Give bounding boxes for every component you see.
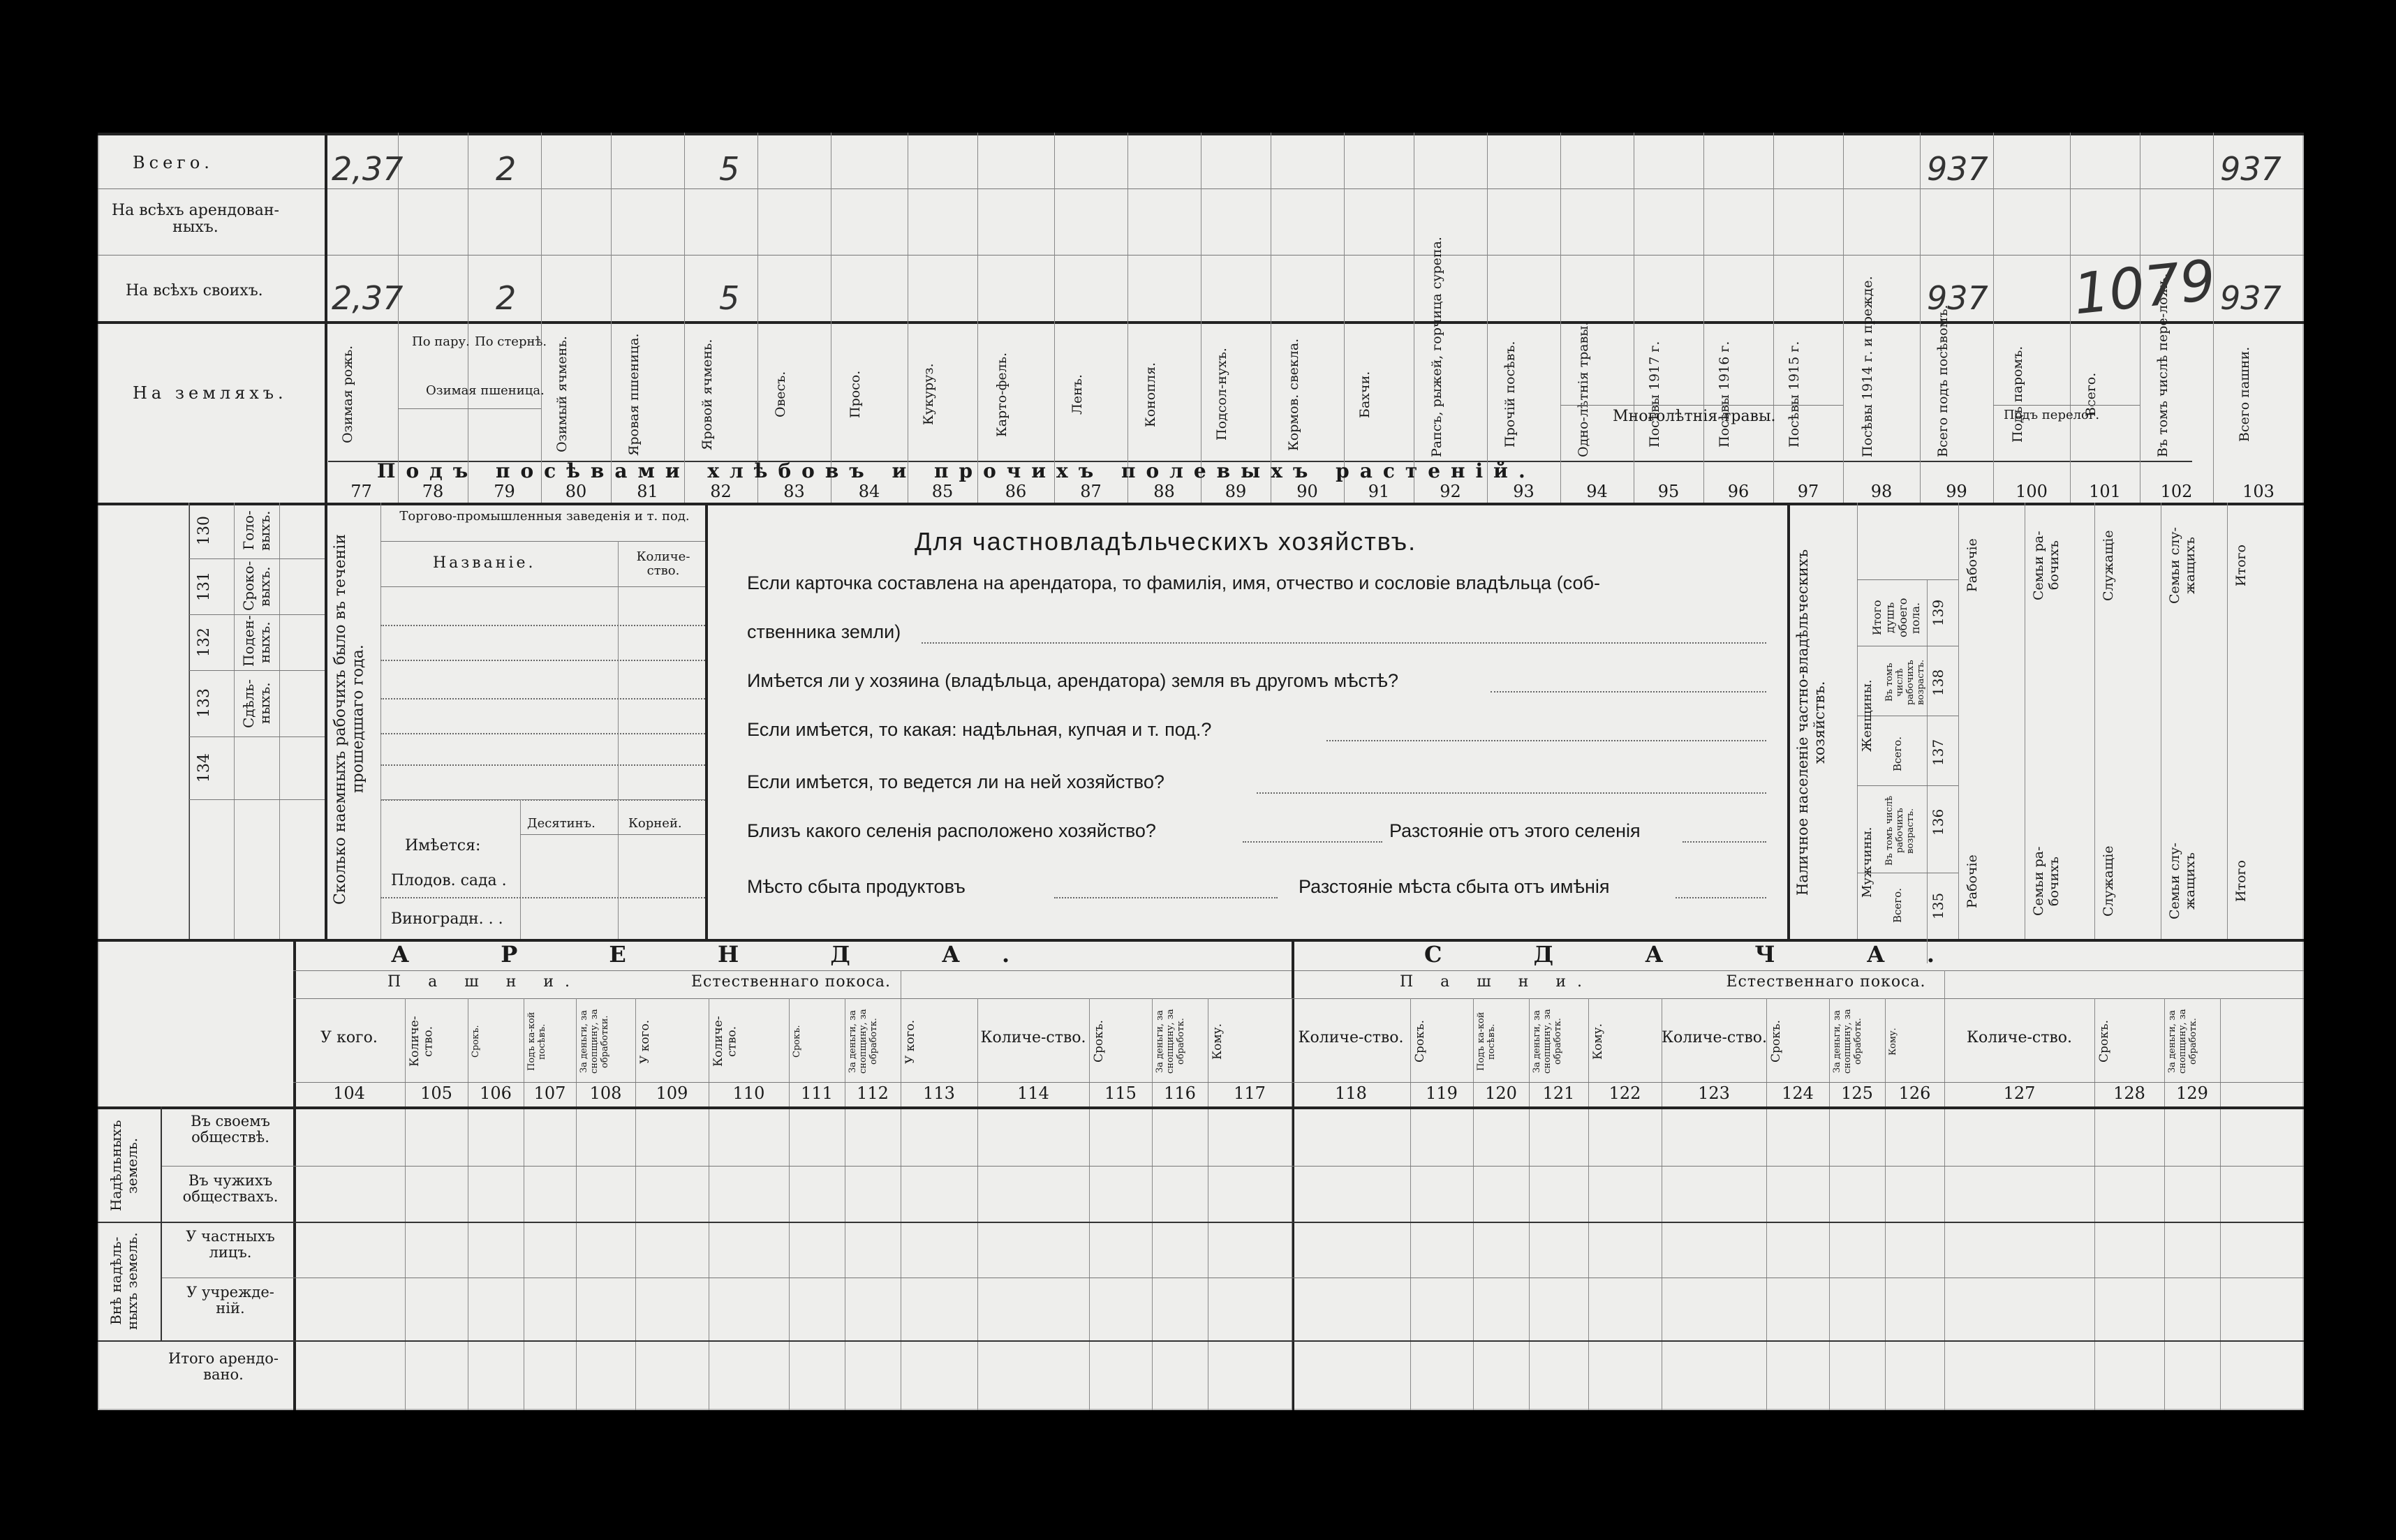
rule-line <box>98 1340 2304 1342</box>
livestock-num: 131 <box>195 572 213 601</box>
handwritten-value: 2 <box>496 150 517 188</box>
arenda-col-number: 120 <box>1485 1083 1517 1103</box>
crop-header: Кормов. свекла. <box>1285 338 1301 451</box>
handwritten-value: 5 <box>719 279 740 317</box>
rule-line <box>1529 998 1530 1410</box>
col-number: 88 <box>1153 482 1175 501</box>
pop-vsego: Всего. <box>1891 888 1904 924</box>
crop-header: Прочiй посѣвъ. <box>1502 341 1518 448</box>
rule-line <box>380 733 705 734</box>
row-label-arend: На всѣхъ арендован- ныхъ. <box>112 202 279 237</box>
pop-men: Мужчины. <box>1860 827 1874 898</box>
workers-right-bot: Семьи слу-жащихъ <box>2167 843 2198 920</box>
rule-line <box>1787 503 1790 939</box>
workers-right-top: Итого <box>2233 545 2249 586</box>
crop-header: Подсол-нухъ. <box>1214 348 1229 441</box>
rule-line <box>618 799 619 939</box>
handwritten-value: 5 <box>719 150 740 188</box>
arenda-col-number: 127 <box>2003 1083 2036 1103</box>
rule-line <box>188 558 325 559</box>
rule-line <box>977 133 978 503</box>
private-q5b: Разстоянiе отъ этого селенiя <box>1389 820 1641 841</box>
arenda-col-number: 110 <box>732 1083 765 1103</box>
crop-header: Овесъ. <box>772 371 788 418</box>
rule-line <box>1958 503 1959 939</box>
rule-line <box>380 586 705 587</box>
arenda-group: П а ш н и. <box>387 973 582 991</box>
livestock-label: Голо- выхъ. <box>240 510 273 551</box>
rule-line <box>684 133 685 503</box>
arenda-col-number: 124 <box>1782 1083 1814 1103</box>
group-vne: Внѣ надѣль-ныхъ земель. <box>108 1232 140 1330</box>
arenda-col-header: Срокъ. <box>1092 1020 1106 1063</box>
arenda-col-header: Кому. <box>1591 1023 1605 1060</box>
workers-right-bot: Служащiе <box>2101 845 2116 917</box>
workers-right-bot: Рабочiе <box>1965 854 1980 908</box>
rule-line <box>380 625 705 626</box>
arenda-col-header: За деньги, за снопщину, за обработк. <box>1155 1009 1186 1074</box>
col-number: 87 <box>1080 482 1102 501</box>
arenda-col-header: За деньги, за снопщину, за обработк. <box>1532 1009 1563 1074</box>
rule-line <box>1560 133 1561 503</box>
arenda-col-header: Количе-ство. <box>711 1016 739 1067</box>
livestock-num: 132 <box>195 628 213 657</box>
rule-line <box>757 133 758 503</box>
arenda-col-number: 111 <box>801 1083 833 1103</box>
pop-vsego: Всего. <box>1891 736 1904 771</box>
crop-header: Конопля. <box>1142 362 1158 427</box>
col-number: 95 <box>1657 482 1680 501</box>
livestock-num: 133 <box>195 688 213 718</box>
arenda-col-header: Кому. <box>1211 1023 1225 1060</box>
crop-header: Рапсъ, рыжей, горчица сурепа. <box>1428 237 1444 457</box>
rule-line <box>1993 405 2140 406</box>
handwritten-value: 2,37 <box>332 279 404 317</box>
rule-line <box>234 503 235 939</box>
col-number: 89 <box>1225 482 1247 501</box>
rule-line <box>1054 133 1055 503</box>
private-question: Если имѣется, то какая: надѣльная, купчая и т. под.? <box>747 719 1212 740</box>
rule-line <box>380 897 705 898</box>
rule-line <box>2220 998 2221 1410</box>
rule-line <box>1588 998 1589 1410</box>
census-card <box>98 133 2304 1410</box>
arenda-banner: А Р Е Н Д А. <box>391 941 1052 968</box>
arenda-col-number: 112 <box>857 1083 889 1103</box>
population-label: Наличное населенiе частно-владѣльческихъ хозяйствъ. <box>1794 549 1828 896</box>
rule-line <box>161 1166 2304 1167</box>
col-number: 102 <box>2160 482 2193 501</box>
arenda-col-header: У кого. <box>903 1019 917 1064</box>
rule-line <box>2164 998 2165 1410</box>
arenda-row-label: Въ чужихъ обществахъ. <box>182 1172 279 1206</box>
handwritten-value: 937 <box>2220 150 2282 188</box>
crop-header: Озимая рожь. <box>339 345 355 444</box>
private-question: Имѣется ли у хозяина (владѣльца, арендатора) земля въ другомъ мѣстѣ? <box>747 670 1398 691</box>
col-number: 99 <box>1946 482 1967 501</box>
crop-header: Посѣвы 1916 г. <box>1717 341 1732 448</box>
rule-line <box>325 133 327 503</box>
crop-header: Одно-лѣтнiя травы. <box>1575 321 1591 457</box>
col-number: 80 <box>565 482 587 501</box>
arenda-col-header: Срокъ. <box>2097 1020 2111 1063</box>
pop-num: 135 <box>1930 892 1946 919</box>
arenda-row-label: У учрежде-нiй. <box>186 1284 274 1317</box>
pop-itogo: Итого душъ обоего пола. <box>1870 598 1923 638</box>
arenda-group: Естественнаго покоса. <box>691 973 892 991</box>
crop-header: Кукуруз. <box>921 363 936 426</box>
trade-name: Названiе. <box>433 554 536 572</box>
stamp-number: 1079 <box>2070 247 2219 327</box>
rule-line <box>1773 133 1774 503</box>
workers-right-bot: Итого <box>2233 860 2249 903</box>
wheat-po-sterne: По стернѣ. <box>475 334 547 349</box>
arenda-col-number: 123 <box>1698 1083 1730 1103</box>
rule-line <box>1683 841 1766 843</box>
rule-line <box>293 998 2304 999</box>
col-number: 81 <box>637 482 658 501</box>
rule-line <box>541 133 542 503</box>
wheat-label: Озимая пшеница. <box>426 383 545 398</box>
trade-korn: Корней. <box>628 816 682 831</box>
crop-header: Въ томъ числѣ пере-ложь. <box>2154 273 2171 457</box>
rule-line <box>1089 998 1090 1410</box>
handwritten-value: 937 <box>2220 279 2282 317</box>
rule-line <box>1487 133 1488 503</box>
col-number: 97 <box>1797 482 1819 501</box>
rule-line <box>380 660 705 661</box>
arenda-col-header: У кого. <box>638 1019 652 1064</box>
rule-line <box>1257 792 1766 794</box>
crop-header: Яровая пшеница. <box>626 333 642 456</box>
rule-line <box>576 998 577 1410</box>
arenda-col-header: Количе-ство. <box>1966 1029 2073 1046</box>
crop-header: Посѣвы 1917 г. <box>1647 341 1662 448</box>
rule-line <box>2070 133 2071 503</box>
workers-right-top: Семьи слу-жащихъ <box>2167 527 2198 604</box>
rule-line <box>98 1106 2304 1109</box>
rule-line <box>1993 133 1994 503</box>
arenda-col-header: За деньги, за снопщину, за обработк. <box>2167 1009 2198 1074</box>
arenda-col-header: Количе-ство. <box>1298 1029 1404 1046</box>
rule-line <box>1927 579 1928 963</box>
rule-line <box>705 503 708 939</box>
arenda-col-number: 106 <box>480 1083 512 1103</box>
rule-line <box>1843 133 1844 503</box>
rule-line <box>1491 691 1766 693</box>
arenda-col-header: За деньги, за снопщину, за обработк. <box>848 1009 879 1074</box>
pop-vtom: Въ томъ числѣ рабочихъ возрастъ. <box>1884 795 1916 866</box>
arenda-col-number: 121 <box>1542 1083 1575 1103</box>
arenda-col-header: Срокъ. <box>471 1025 481 1058</box>
rule-line <box>2094 503 2095 939</box>
rule-line <box>98 1222 2304 1223</box>
arenda-group: П а ш н и. <box>1400 973 1594 991</box>
col-number: 92 <box>1440 482 1461 501</box>
arenda-col-number: 128 <box>2113 1083 2145 1103</box>
arenda-col-number: 118 <box>1335 1083 1367 1103</box>
rule-line <box>2213 133 2214 503</box>
rule-line <box>398 133 399 503</box>
rule-line <box>1944 998 1945 1410</box>
arenda-row-label: Итого арендо-вано. <box>168 1350 279 1384</box>
livestock-label: Сдѣль- ныхъ. <box>240 679 273 728</box>
rule-line <box>789 998 790 1410</box>
private-question: Мѣсто сбыта продуктовъ <box>747 876 966 897</box>
rule-line <box>325 503 327 939</box>
handwritten-value: 937 <box>1927 279 1988 317</box>
rule-line <box>977 998 978 1410</box>
arenda-col-header: Подъ ка-кой посѣвъ. <box>526 1012 547 1072</box>
pop-vtom: Въ томъ числѣ рабочихъ возрастъ. <box>1884 659 1926 706</box>
row-label-svoi: На всѣхъ своихъ. <box>126 282 263 299</box>
rule-line <box>1344 133 1345 503</box>
arenda-col-number: 117 <box>1234 1083 1266 1103</box>
livestock-label: Сроко- выхъ. <box>240 561 273 611</box>
crop-header: Посѣвы 1914 г. и прежде. <box>1860 276 1875 457</box>
row-label-vsego: Всего. <box>133 153 214 172</box>
arenda-col-number: 105 <box>420 1083 452 1103</box>
livestock-label: Поден- ныхъ. <box>240 615 273 667</box>
col-number: 100 <box>2016 482 2048 501</box>
private-question: Если имѣется, то ведется ли на ней хозяйство? <box>747 771 1164 792</box>
crop-header: Бахчи. <box>1357 371 1373 418</box>
private-question: Близъ какого селенiя расположено хозяйство? <box>747 820 1156 841</box>
rule-line <box>1054 897 1278 898</box>
col-number: 90 <box>1296 482 1318 501</box>
row-label-zemli: На земляхъ. <box>133 383 288 403</box>
rule-line <box>611 133 612 503</box>
rule-line <box>635 998 636 1410</box>
arenda-col-number: 129 <box>2176 1083 2208 1103</box>
rule-line <box>1857 579 1958 580</box>
col-number: 96 <box>1727 482 1750 501</box>
col-number: 78 <box>422 482 444 501</box>
rule-line <box>1676 897 1766 898</box>
col-number: 98 <box>1870 482 1893 501</box>
rule-line <box>380 764 705 766</box>
handwritten-value: 937 <box>1927 150 1988 188</box>
arenda-col-number: 109 <box>656 1083 688 1103</box>
rule-line <box>188 670 325 671</box>
crop-header: Всего пашни. <box>2237 346 2252 443</box>
col-number: 85 <box>931 482 954 501</box>
crop-header: Посѣвы 1915 г. <box>1787 341 1802 448</box>
grass-label: Многолѣтнiя травы. <box>1613 408 1776 425</box>
col-number: 84 <box>858 482 880 501</box>
arenda-col-header: Количе-ство. <box>408 1016 436 1067</box>
col-number: 83 <box>783 482 805 501</box>
col-number: 79 <box>494 482 515 501</box>
trade-sad: Плодов. сада . <box>391 872 507 889</box>
rule-line <box>2094 998 2095 1410</box>
crop-header: Всего. <box>2083 372 2099 417</box>
arenda-row-label: Въ своемъ обществѣ. <box>191 1113 270 1146</box>
arenda-col-number: 122 <box>1609 1083 1641 1103</box>
trade-has: Имѣется: <box>405 837 481 854</box>
trade-desyat: Десятинъ. <box>527 816 596 831</box>
rule-line <box>618 541 619 799</box>
rule-line <box>398 408 541 409</box>
crop-header: Подъ паромъ. <box>2010 346 2025 443</box>
arenda-row-label: У частныхъ лицъ. <box>186 1228 275 1261</box>
workers-question: Сколько наемныхъ рабочихъ было въ теченiи прошедшаго года. <box>332 533 367 905</box>
col-number: 82 <box>710 482 732 501</box>
workers-right-top: Рабочiе <box>1965 538 1980 593</box>
pop-num: 139 <box>1930 599 1946 626</box>
rule-line <box>1703 133 1704 503</box>
livestock-num: 134 <box>195 753 213 783</box>
col-number: 101 <box>2089 482 2121 501</box>
crops-banner: Подъ посѣвами хлѣбовъ и прочихъ полевыхъ растенiй. <box>377 459 1536 482</box>
pop-num: 137 <box>1930 739 1946 766</box>
arenda-col-number: 116 <box>1164 1083 1196 1103</box>
rule-line <box>1410 998 1411 1410</box>
col-number: 86 <box>1005 482 1027 501</box>
workers-right-top: Служащiе <box>2101 530 2116 601</box>
arenda-col-header: Кому. <box>1888 1028 1898 1056</box>
workers-right-bot: Семьи ра-бочихъ <box>2031 846 2062 917</box>
crop-header: Всего подъ посѣвомъ. <box>1935 304 1951 457</box>
rule-line <box>188 503 189 939</box>
private-title: Для частновладѣльческихъ хозяйствъ. <box>915 527 1417 556</box>
pop-num: 138 <box>1930 669 1946 696</box>
crop-header: Ленъ. <box>1069 374 1085 415</box>
col-number: 91 <box>1368 482 1390 501</box>
arenda-col-number: 113 <box>923 1083 955 1103</box>
rule-line <box>380 799 705 800</box>
arenda-col-number: 126 <box>1898 1083 1931 1103</box>
arenda-col-header: Подъ ка-кой посѣвъ. <box>1476 1012 1497 1072</box>
rule-line <box>922 642 1766 644</box>
arenda-col-header: Срокъ. <box>1413 1020 1427 1063</box>
crop-header: Яровой ячмень. <box>699 339 715 450</box>
private-question: Если карточка составлена на арендатора, то фамилiя, имя, отчество и сословiе владѣльца (соб- <box>747 572 1600 593</box>
rule-line <box>380 503 381 939</box>
crop-header: Озимый ячмень. <box>554 336 570 453</box>
rule-line <box>1326 740 1766 741</box>
rule-line <box>293 1082 2304 1083</box>
arenda-col-header: Срокъ. <box>1769 1020 1783 1063</box>
arenda-col-number: 114 <box>1017 1083 1049 1103</box>
rule-line <box>1127 133 1128 503</box>
arenda-col-header: У кого. <box>320 1029 378 1046</box>
arenda-col-number: 125 <box>1841 1083 1873 1103</box>
col-number: 94 <box>1586 482 1608 501</box>
rule-line <box>1857 503 1858 939</box>
arenda-col-number: 104 <box>333 1083 365 1103</box>
rule-line <box>1152 998 1153 1410</box>
private-question: ственника земли) <box>747 621 901 642</box>
rule-line <box>1829 998 1830 1410</box>
rule-line <box>293 939 296 1410</box>
arenda-col-number: 119 <box>1426 1083 1458 1103</box>
rule-line <box>2227 503 2228 939</box>
rule-line <box>520 799 521 939</box>
handwritten-value: 2 <box>496 279 517 317</box>
wheat-po-paru: По пару. <box>412 334 470 349</box>
arenda-col-number: 115 <box>1104 1083 1137 1103</box>
rule-line <box>405 998 406 1410</box>
pop-women: Женщины. <box>1860 679 1874 752</box>
rule-line <box>380 541 705 542</box>
trade-qty: Количе-ство. <box>636 549 690 578</box>
arenda-col-header: За деньги, за снопщину, за обработк. <box>1832 1009 1863 1074</box>
rule-line <box>188 799 325 800</box>
crop-header: Просо. <box>848 370 863 419</box>
col-number: 93 <box>1513 482 1535 501</box>
handwritten-value: 2,37 <box>332 150 404 188</box>
rule-line <box>1560 405 1843 406</box>
workers-right-top: Семьи ра-бочихъ <box>2031 531 2062 600</box>
perelog-label: Подъ перелог. <box>2004 408 2100 422</box>
rule-line <box>161 1106 162 1340</box>
arenda-col-number: 107 <box>533 1083 566 1103</box>
col-number: 77 <box>350 482 372 501</box>
rule-line <box>1920 133 1921 503</box>
rule-line <box>1473 998 1474 1410</box>
arenda-col-header: Количе-ство. <box>1662 1029 1768 1046</box>
rule-line <box>380 698 705 699</box>
arenda-col-header: За деньги, за снопщину, за обработки. <box>579 1009 610 1074</box>
private-q6b: Разстоянiе мѣста сбыта отъ имѣнiя <box>1299 876 1610 897</box>
rule-line <box>520 834 705 835</box>
trade-title: Торгово-промышленныя заведенiя и т. под. <box>399 509 690 524</box>
pop-num: 136 <box>1930 808 1946 836</box>
trade-vino: Виноградн. . . <box>391 910 503 928</box>
arenda-col-header: Срокъ. <box>792 1025 802 1058</box>
arenda-col-header: Количе-ство. <box>980 1029 1086 1046</box>
rule-line <box>188 736 325 737</box>
crop-header: Карто-фель. <box>994 352 1010 437</box>
group-nadel: Надѣльныхъ земель. <box>108 1120 140 1212</box>
livestock-label <box>241 740 318 796</box>
arenda-col-number: 108 <box>589 1083 622 1103</box>
sdacha-banner: С Д А Ч А. <box>1424 941 1976 968</box>
rule-line <box>293 970 2304 971</box>
col-number: 103 <box>2242 482 2275 501</box>
rule-line <box>98 503 2304 505</box>
livestock-num: 130 <box>195 516 213 545</box>
rule-line <box>1885 998 1886 1410</box>
arenda-group: Естественнаго покоса. <box>1726 973 1926 991</box>
rule-line <box>1243 841 1382 843</box>
rule-line <box>1766 998 1767 1410</box>
rule-line <box>1857 785 1958 786</box>
